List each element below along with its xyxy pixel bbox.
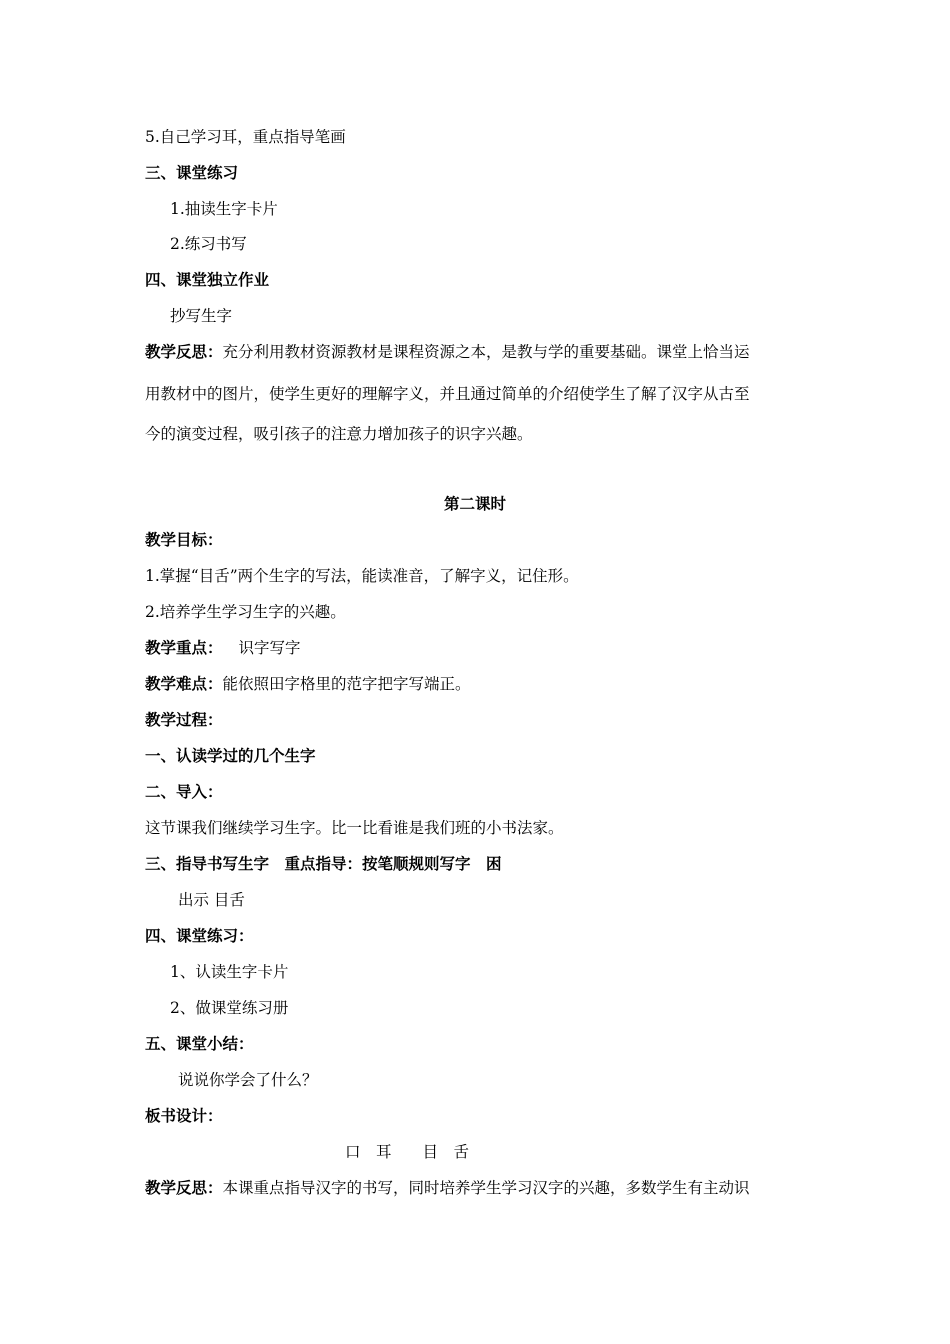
reflection-line-3: 今的演变过程，吸引孩子的注意力增加孩子的识字兴趣。 bbox=[145, 425, 533, 443]
process-step-1: 一、认读学过的几个生字 bbox=[145, 747, 316, 765]
process-step-3: 三、指导书写生字 重点指导：按笔顺规则写字 困 bbox=[145, 855, 502, 873]
goal-2: 2.培养学生学习生字的兴趣。 bbox=[145, 603, 346, 621]
process-step-2: 二、导入： bbox=[145, 783, 223, 801]
board-design-label: 板书设计： bbox=[145, 1107, 223, 1125]
process-step-5: 五、课堂小结： bbox=[145, 1035, 254, 1053]
reflection-label: 教学反思： bbox=[145, 343, 223, 361]
board-design-text: 口 耳 目 舌 bbox=[345, 1143, 470, 1161]
key-point-line bbox=[145, 637, 301, 659]
practice-item-2: 2.练习书写 bbox=[170, 235, 247, 253]
reflection-line-2: 用教材中的图片，使学生更好的理解字义，并且通过简单的介绍使学生了解了汉字从古至 bbox=[145, 385, 750, 403]
practice-item-1: 1.抽读生字卡片 bbox=[170, 200, 278, 218]
section-4-heading: 四、课堂独立作业 bbox=[145, 271, 270, 289]
difficulty-label: 教学难点： bbox=[145, 675, 223, 693]
lesson-2-title: 第二课时 bbox=[443, 495, 506, 513]
section-3-heading: 三、课堂练习 bbox=[145, 164, 239, 182]
reflection-text-1: 充分利用教材资源教材是课程资源之本，是教与学的重要基础。课堂上恰当运 bbox=[222, 343, 750, 361]
process-step-2-text: 这节课我们继续学习生字。比一比看谁是我们班的小书法家。 bbox=[145, 819, 564, 837]
process-step-4: 四、课堂练习： bbox=[145, 927, 254, 945]
step-5-text: 5.自己学习耳，重点指导笔画 bbox=[145, 128, 346, 146]
reflection-2-label: 教学反思： bbox=[145, 1179, 223, 1197]
reflection-2-line bbox=[145, 1177, 750, 1199]
difficulty-line bbox=[145, 673, 471, 695]
difficulty-text: 能依照田字格里的范字把字写端正。 bbox=[222, 675, 471, 693]
exercise-item-1: 1、认读生字卡片 bbox=[170, 963, 289, 981]
homework-text: 抄写生字 bbox=[170, 307, 233, 325]
goal-1: 1.掌握“目舌”两个生字的写法，能读准音，了解字义，记住形。 bbox=[145, 567, 579, 585]
summary-text: 说说你学会了什么？ bbox=[178, 1071, 318, 1089]
exercise-item-2: 2、做课堂练习册 bbox=[170, 999, 289, 1017]
process-step-3-text: 出示 目舌 bbox=[178, 891, 245, 909]
key-point-text: 识字写字 bbox=[238, 639, 301, 657]
goals-label: 教学目标： bbox=[145, 531, 223, 549]
key-point-label: 教学重点： bbox=[145, 639, 223, 657]
reflection-line-1 bbox=[145, 341, 750, 363]
process-label: 教学过程： bbox=[145, 711, 223, 729]
reflection-2-text: 本课重点指导汉字的书写，同时培养学生学习汉字的兴趣，多数学生有主动识 bbox=[222, 1179, 750, 1197]
